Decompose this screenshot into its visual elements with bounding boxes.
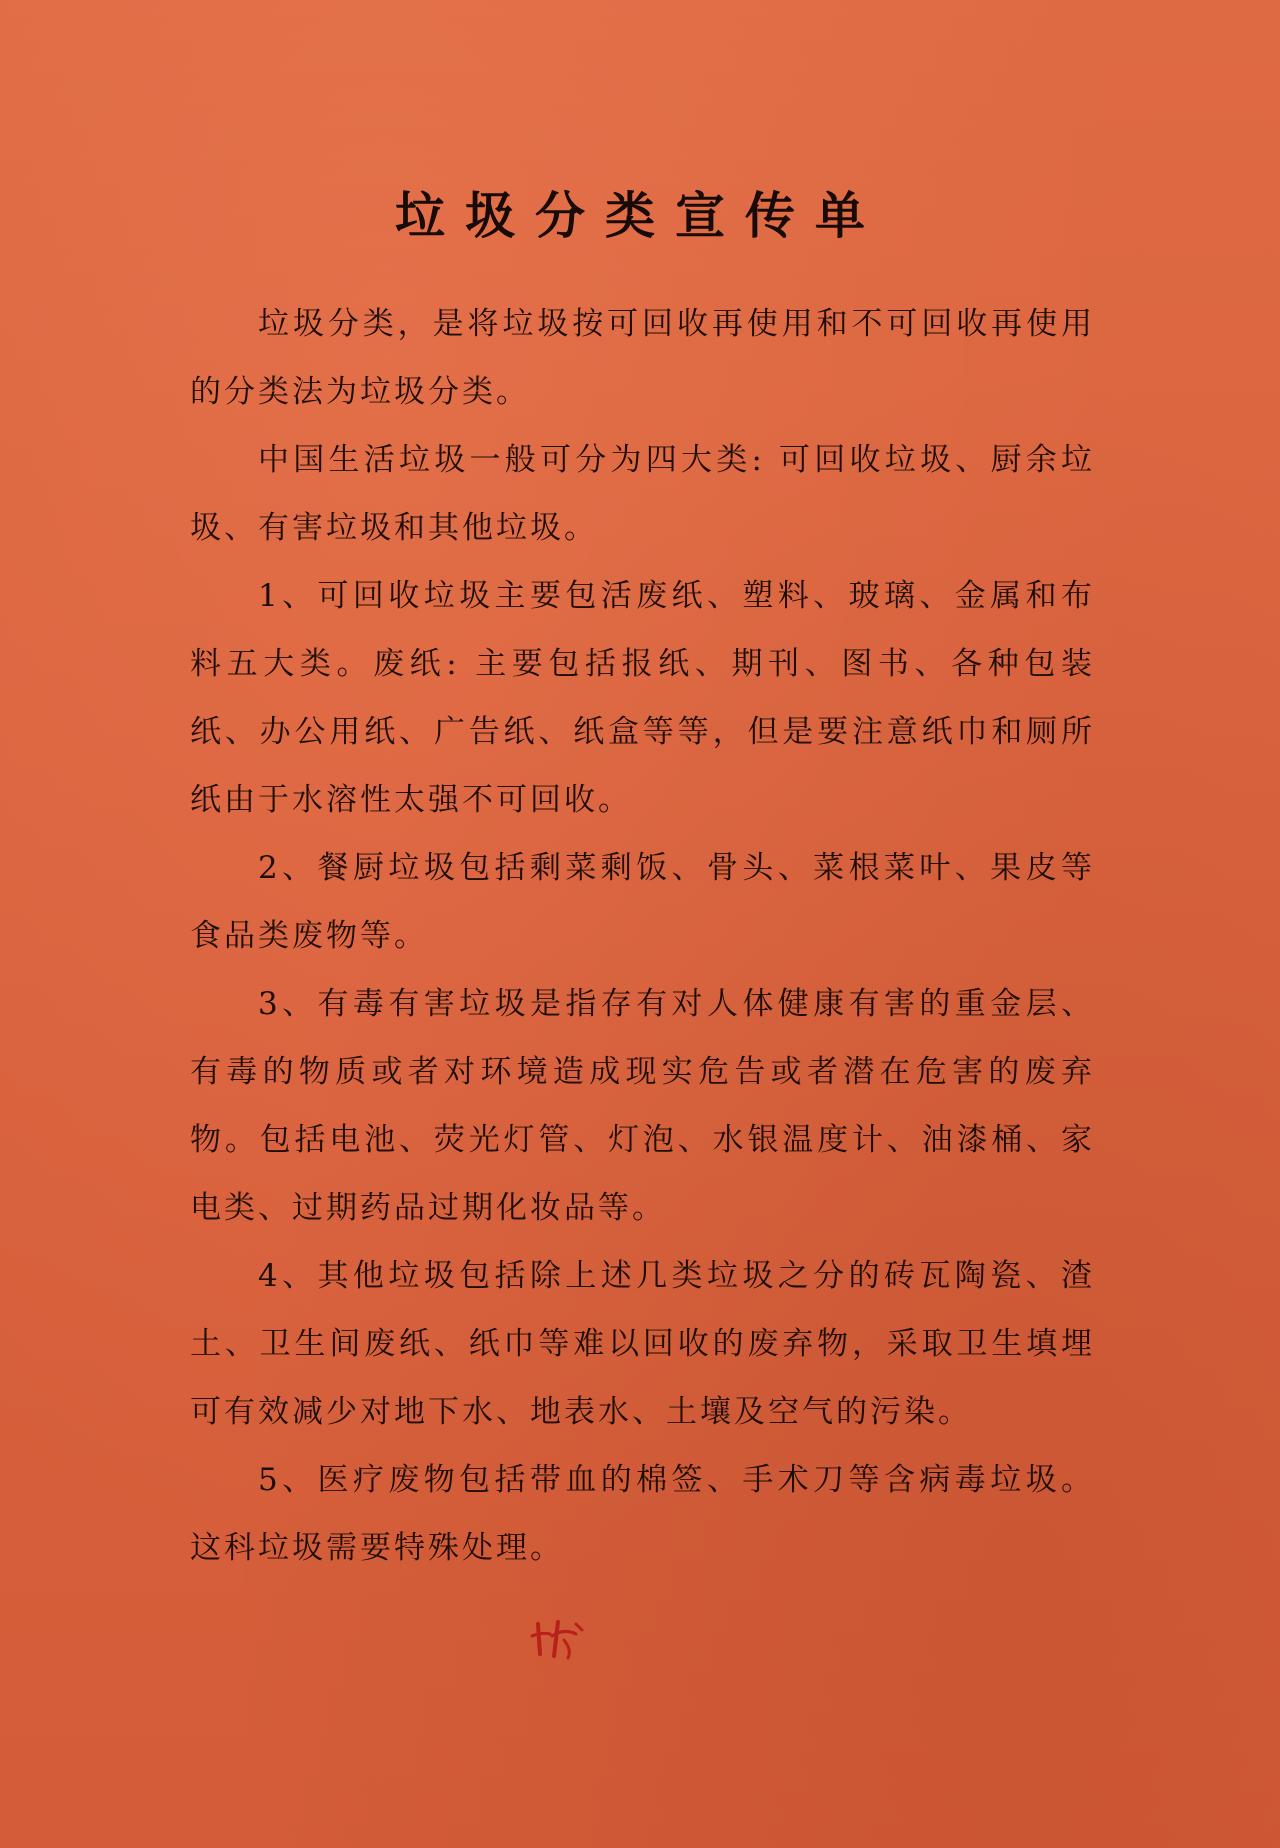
paragraph-other-waste: 4、其他垃圾包括除上述几类垃圾之分的砖瓦陶瓷、渣土、卫生间废纸、纸巾等难以回收的废弃物，采取卫生填埋可有效减少对地下水、地表水、土壤及空气的污染。 — [190, 1258, 1095, 1430]
red-ink-mark — [528, 1610, 598, 1660]
document-body — [190, 290, 1095, 1582]
paragraph-medical-waste: 5、医疗废物包括带血的棉签、手术刀等含病毒垃圾。这科垃圾需要特殊处理。 — [190, 1462, 1095, 1566]
paragraph-hazardous: 3、有毒有害垃圾是指存有对人体健康有害的重金层、有毒的物质或者对环境造成现实危告或者潜在危害的废弃物。包括电池、荧光灯管、灯泡、水银温度计、油漆桶、家电类、过期药品过期化妆品等。 — [190, 986, 1095, 1226]
paragraph-kitchen-waste: 2、餐厨垃圾包括剩菜剩饭、骨头、菜根菜叶、果皮等食品类废物等。 — [190, 850, 1095, 954]
paragraph-recyclable: 1、可回收垃圾主要包活废纸、塑料、玻璃、金属和布料五大类。废纸: 主要包括报纸、期刊、图书、各种包装纸、办公用纸、广告纸、纸盒等等，但是要注意纸巾和厕所纸由于水溶性太强不可回收。 — [190, 578, 1095, 818]
paragraph-intro: 垃圾分类，是将垃圾按可回收再使用和不可回收再使用的分类法为垃圾分类。 — [190, 306, 1095, 410]
document-title: 垃圾分类宣传单 — [395, 186, 885, 245]
paragraph-categories: 中国生活垃圾一般可分为四大类: 可回收垃圾、厨余垃圾、有害垃圾和其他垃圾。 — [190, 442, 1095, 546]
